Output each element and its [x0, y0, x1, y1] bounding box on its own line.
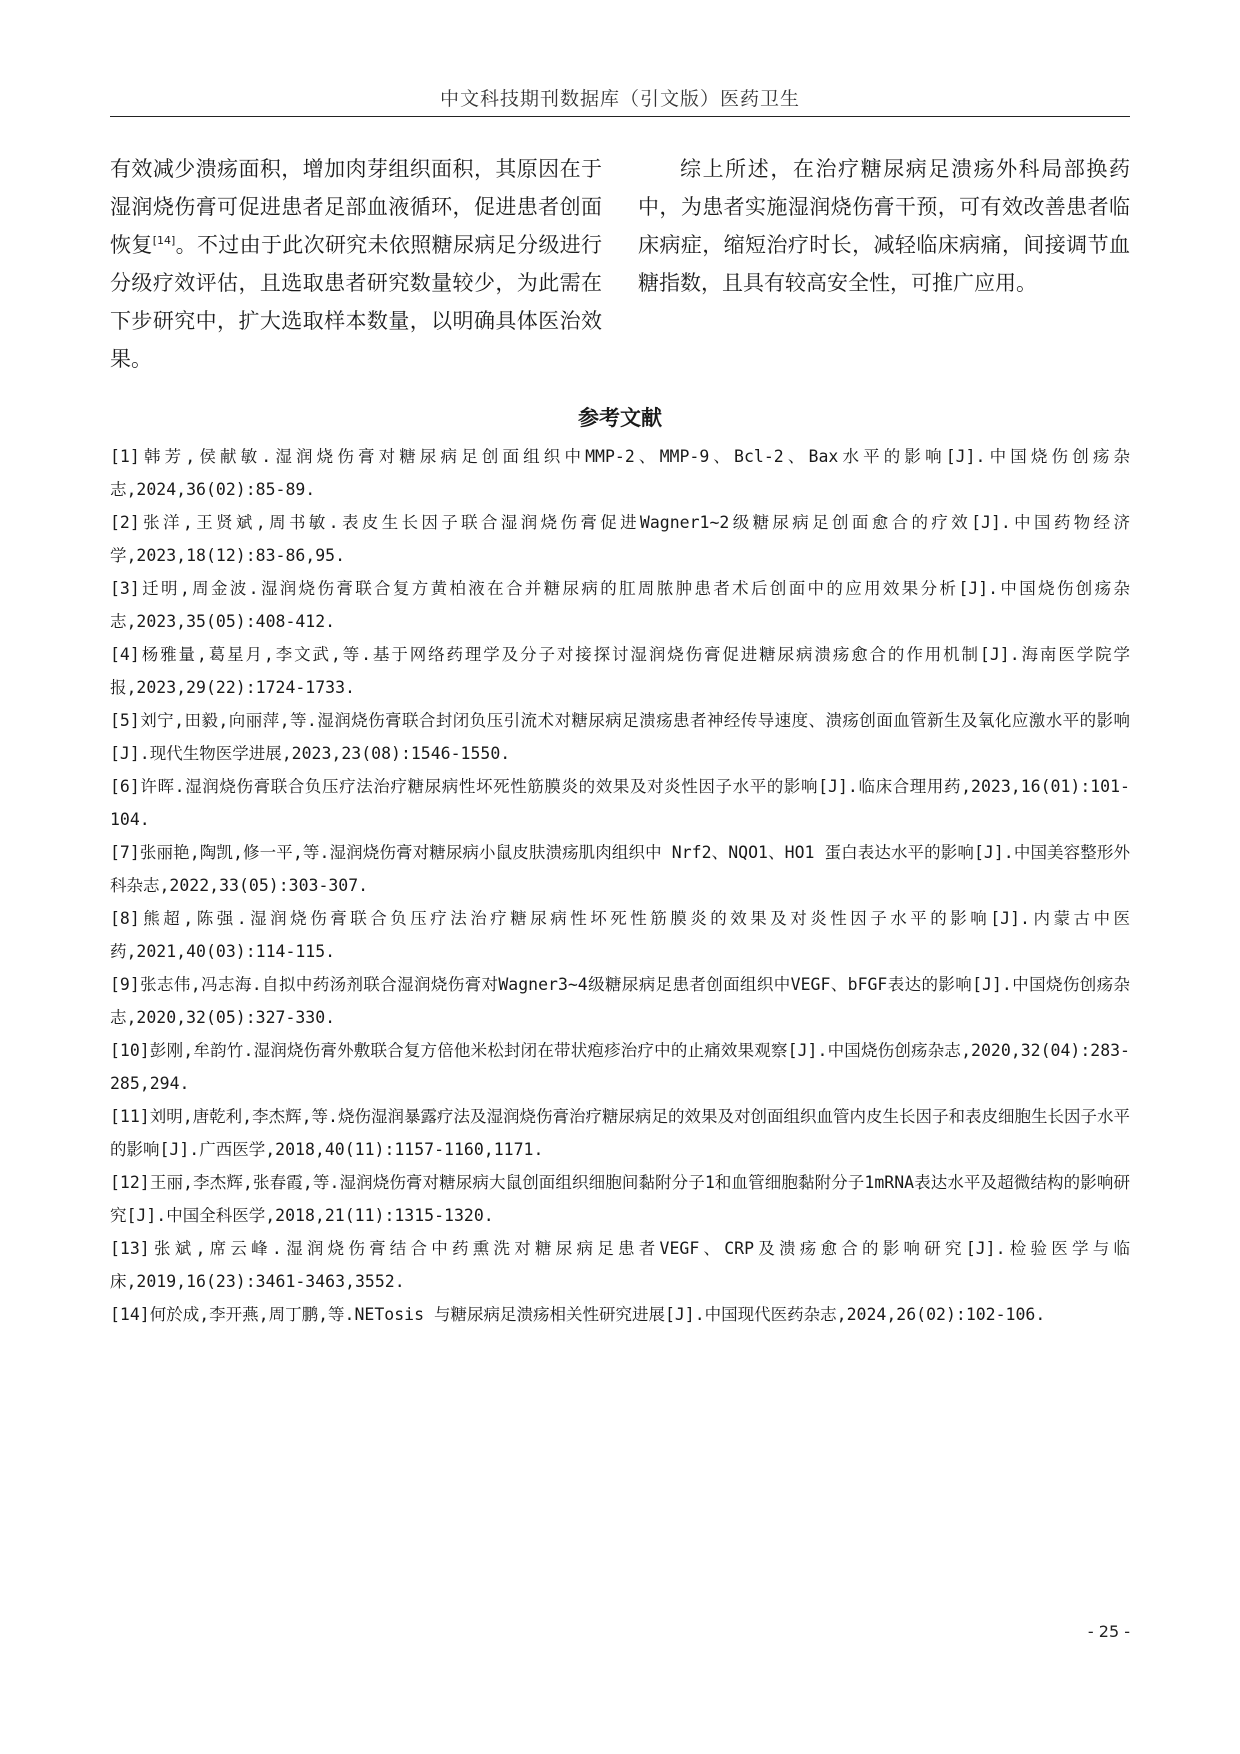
reference-item: [11]刘明,唐乾利,李杰辉,等.烧伤湿润暴露疗法及湿润烧伤膏治疗糖尿病足的效果及对创面组织血管内皮生长因子和表皮细胞生长因子水平的影响[J].广西医学,2018,40(11):1157-1160,1171. — [110, 1107, 1130, 1159]
body-columns — [110, 150, 1130, 378]
reference-item: [5]刘宁,田毅,向丽萍,等.湿润烧伤膏联合封闭负压引流术对糖尿病足溃疡患者神经传导速度、溃疡创面血管新生及氧化应激水平的影响[J].现代生物医学进展,2023,23(08):1546-1550. — [110, 711, 1130, 763]
citation-superscript: [14] — [152, 234, 176, 247]
left-column-paragraph — [110, 150, 602, 378]
right-column — [638, 150, 1130, 378]
reference-item: [2]张洋,王贤斌,周书敏.表皮生长因子联合湿润烧伤膏促进Wagner1~2级糖尿病足创面愈合的疗效[J].中国药物经济学,2023,18(12):83-86,95. — [110, 513, 1130, 565]
reference-list — [110, 440, 1130, 1331]
references-heading: 参考文献 — [578, 406, 662, 430]
left-column — [110, 150, 602, 378]
reference-item: [3]迁明,周金波.湿润烧伤膏联合复方黄柏液在合并糖尿病的肛周脓肿患者术后创面中的应用效果分析[J].中国烧伤创疡杂志,2023,35(05):408-412. — [110, 579, 1130, 631]
conclusion-paragraph: 综上所述，在治疗糖尿病足溃疡外科局部换药中，为患者实施湿润烧伤膏干预，可有效改善患者临床病症，缩短治疗时长，减轻临床病痛，间接调节血糖指数，且具有较高安全性，可推广应用。 — [638, 157, 1130, 295]
journal-header: 中文科技期刊数据库（引文版）医药卫生 — [439, 88, 800, 110]
left-text-part-2: 。不过由于此次研究未依照糖尿病足分级进行分级疗效评估，且选取患者研究数量较少，为此需在下步研究中，扩大选取样本数量，以明确具体医治效果。 — [110, 233, 603, 371]
header-divider — [110, 116, 1130, 117]
reference-item: [8]熊超,陈强.湿润烧伤膏联合负压疗法治疗糖尿病性坏死性筋膜炎的效果及对炎性因子水平的影响[J].内蒙古中医药,2021,40(03):114-115. — [110, 909, 1130, 961]
reference-item: [13]张斌,席云峰.湿润烧伤膏结合中药熏洗对糖尿病足患者VEGF、CRP及溃疡愈合的影响研究[J].检验医学与临床,2019,16(23):3461-3463,3552. — [110, 1239, 1130, 1291]
reference-item: [9]张志伟,冯志海.自拟中药汤剂联合湿润烧伤膏对Wagner3~4级糖尿病足患者创面组织中VEGF、bFGF表达的影响[J].中国烧伤创疡杂志,2020,32(05):327-330. — [110, 975, 1130, 1027]
reference-item: [7]张丽艳,陶凯,修一平,等.湿润烧伤膏对糖尿病小鼠皮肤溃疡肌肉组织中 Nrf2、NQO1、HO1 蛋白表达水平的影响[J].中国美容整形外科杂志,2022,33(05):303-307. — [110, 843, 1130, 895]
reference-item: [1]韩芳,侯献敏.湿润烧伤膏对糖尿病足创面组织中MMP-2、MMP-9、Bcl-2、Bax水平的影响[J].中国烧伤创疡杂志,2024,36(02):85-89. — [110, 447, 1130, 499]
reference-item: [6]许晖.湿润烧伤膏联合负压疗法治疗糖尿病性坏死性筋膜炎的效果及对炎性因子水平的影响[J].临床合理用药,2023,16(01):101-104. — [110, 777, 1130, 829]
page-number: - 25 - — [1087, 1622, 1130, 1641]
reference-item: [10]彭刚,牟韵竹.湿润烧伤膏外敷联合复方倍他米松封闭在带状疱疹治疗中的止痛效果观察[J].中国烧伤创疡杂志,2020,32(04):283-285,294. — [110, 1041, 1130, 1093]
reference-item: [4]杨雅量,葛星月,李文武,等.基于网络药理学及分子对接探讨湿润烧伤膏促进糖尿病溃疡愈合的作用机制[J].海南医学院学报,2023,29(22):1724-1733. — [110, 645, 1130, 697]
reference-item: [14]何於成,李开燕,周丁鹏,等.NETosis 与糖尿病足溃疡相关性研究进展[J].中国现代医药杂志,2024,26(02):102-106. — [110, 1305, 1046, 1324]
reference-item: [12]王丽,李杰辉,张春霞,等.湿润烧伤膏对糖尿病大鼠创面组织细胞间黏附分子1和血管细胞黏附分子1mRNA表达水平及超微结构的影响研究[J].中国全科医学,2018,21(11):1315-1320. — [110, 1173, 1130, 1225]
left-text-part-1: 有效减少溃疡面积，增加肉芽组织面积，其原因在于湿润烧伤膏可促进患者足部血液循环，促进患者创面恢复 — [110, 157, 602, 257]
